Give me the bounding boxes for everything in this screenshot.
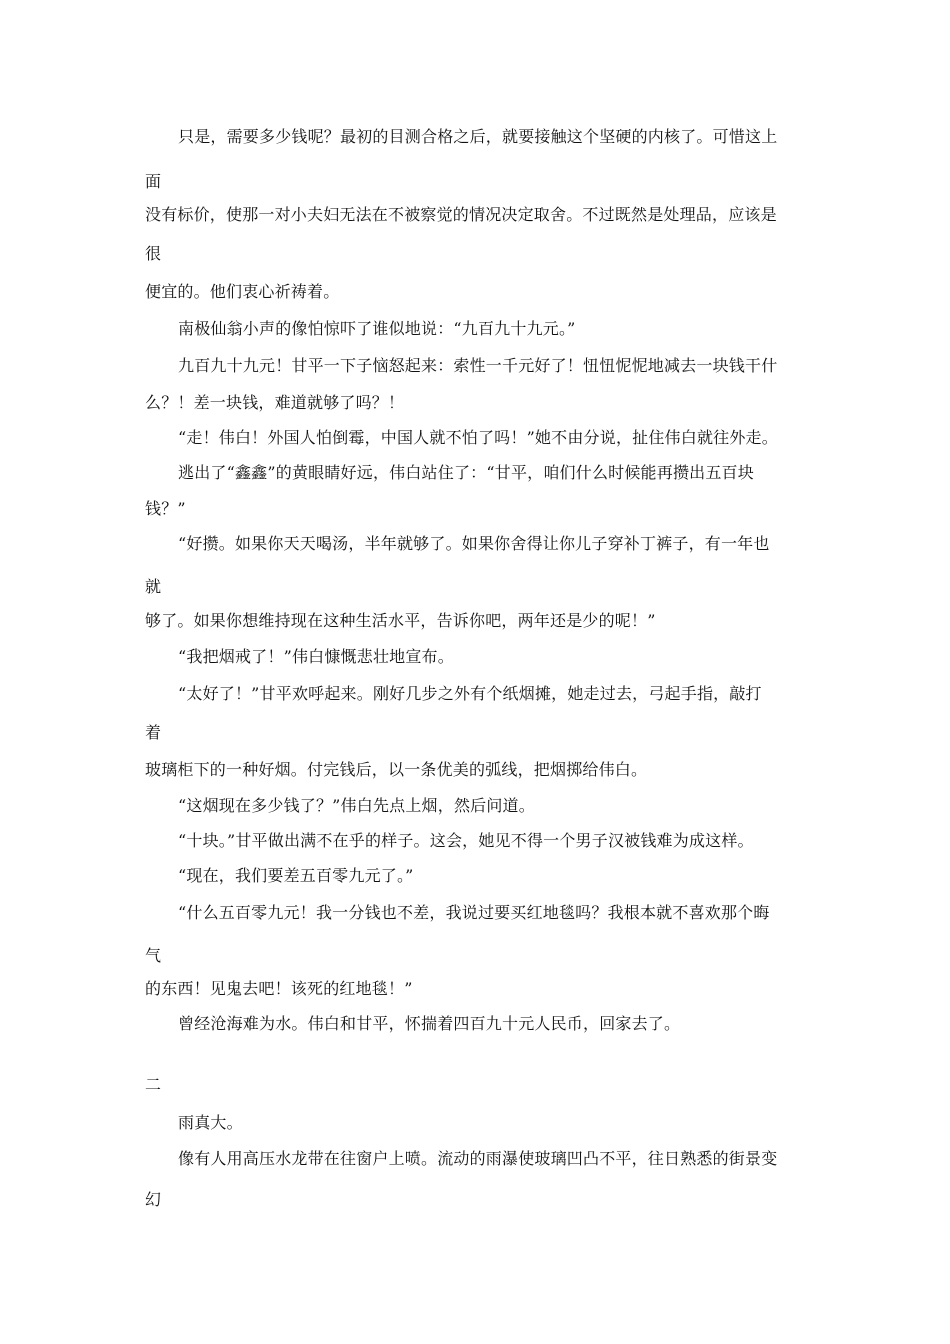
paragraph-line: 很 — [145, 244, 162, 263]
paragraph-line: “现在，我们要差五百零九元了。” — [178, 866, 414, 885]
paragraph-line: 曾经沧海难为水。伟白和甘平，怀揣着四百九十元人民币，回家去了。 — [178, 1014, 681, 1033]
paragraph-line: 着 — [145, 723, 162, 742]
paragraph-line: 便宜的。他们衷心祈祷着。 — [145, 282, 340, 301]
paragraph-line: 就 — [145, 577, 162, 596]
paragraph-line: 南极仙翁小声的像怕惊吓了谁似地说：“九百九十九元。” — [178, 319, 576, 338]
paragraph-line: 玻璃柜下的一种好烟。付完钱后，以一条优美的弧线，把烟掷给伟白。 — [145, 760, 648, 779]
paragraph-line: 够了。如果你想维持现在这种生活水平，告诉你吧，两年还是少的呢！” — [145, 611, 656, 630]
paragraph-line: 只是，需要多少钱呢？最初的目测合格之后，就要接触这个坚硬的内核了。可惜这上 — [178, 127, 778, 146]
paragraph-line: “我把烟戒了！”伟白慷慨悲壮地宣布。 — [178, 647, 454, 666]
paragraph-line: “好攒。如果你天天喝汤，半年就够了。如果你舍得让你儿子穿补丁裤子，有一年也 — [178, 534, 770, 553]
paragraph-line: “太好了！”甘平欢呼起来。刚好几步之外有个纸烟摊，她走过去，弓起手指，敲打 — [178, 684, 762, 703]
section-heading: 二 — [145, 1075, 162, 1094]
paragraph-line: 面 — [145, 172, 162, 191]
paragraph-line: 雨真大。 — [178, 1113, 243, 1132]
paragraph-line: 的东西！见鬼去吧！该死的红地毯！” — [145, 979, 413, 998]
paragraph-line: “走！伟白！外国人怕倒霉，中国人就不怕了吗！”她不由分说，扯住伟白就往外走。 — [178, 428, 778, 447]
paragraph-line: 气 — [145, 946, 162, 965]
paragraph-line: “十块。”甘平做出满不在乎的样子。这会，她见不得一个男子汉被钱难为成这样。 — [178, 831, 754, 850]
paragraph-line: 钱？” — [145, 499, 186, 518]
paragraph-line: 逃出了“鑫鑫”的黄眼睛好远，伟白站住了：“甘平，咱们什么时候能再攒出五百块 — [178, 463, 754, 482]
paragraph-line: 没有标价，使那一对小夫妇无法在不被察觉的情况决定取舍。不过既然是处理品，应该是 — [145, 205, 777, 224]
paragraph-line: “这烟现在多少钱了？”伟白先点上烟，然后问道。 — [178, 796, 535, 815]
paragraph-line: 像有人用高压水龙带在往窗户上喷。流动的雨瀑使玻璃凹凸不平，往日熟悉的街景变 — [178, 1149, 778, 1168]
paragraph-line: 么？！差一块钱，难道就够了吗？！ — [145, 393, 405, 412]
paragraph-line: “什么五百零九元！我一分钱也不差，我说过要买红地毯吗？我根本就不喜欢那个晦 — [178, 903, 770, 922]
paragraph-line: 九百九十九元！甘平一下子恼怒起来：索性一千元好了！忸忸怩怩地减去一块钱干什 — [178, 356, 778, 375]
paragraph-line: 幻 — [145, 1190, 162, 1209]
